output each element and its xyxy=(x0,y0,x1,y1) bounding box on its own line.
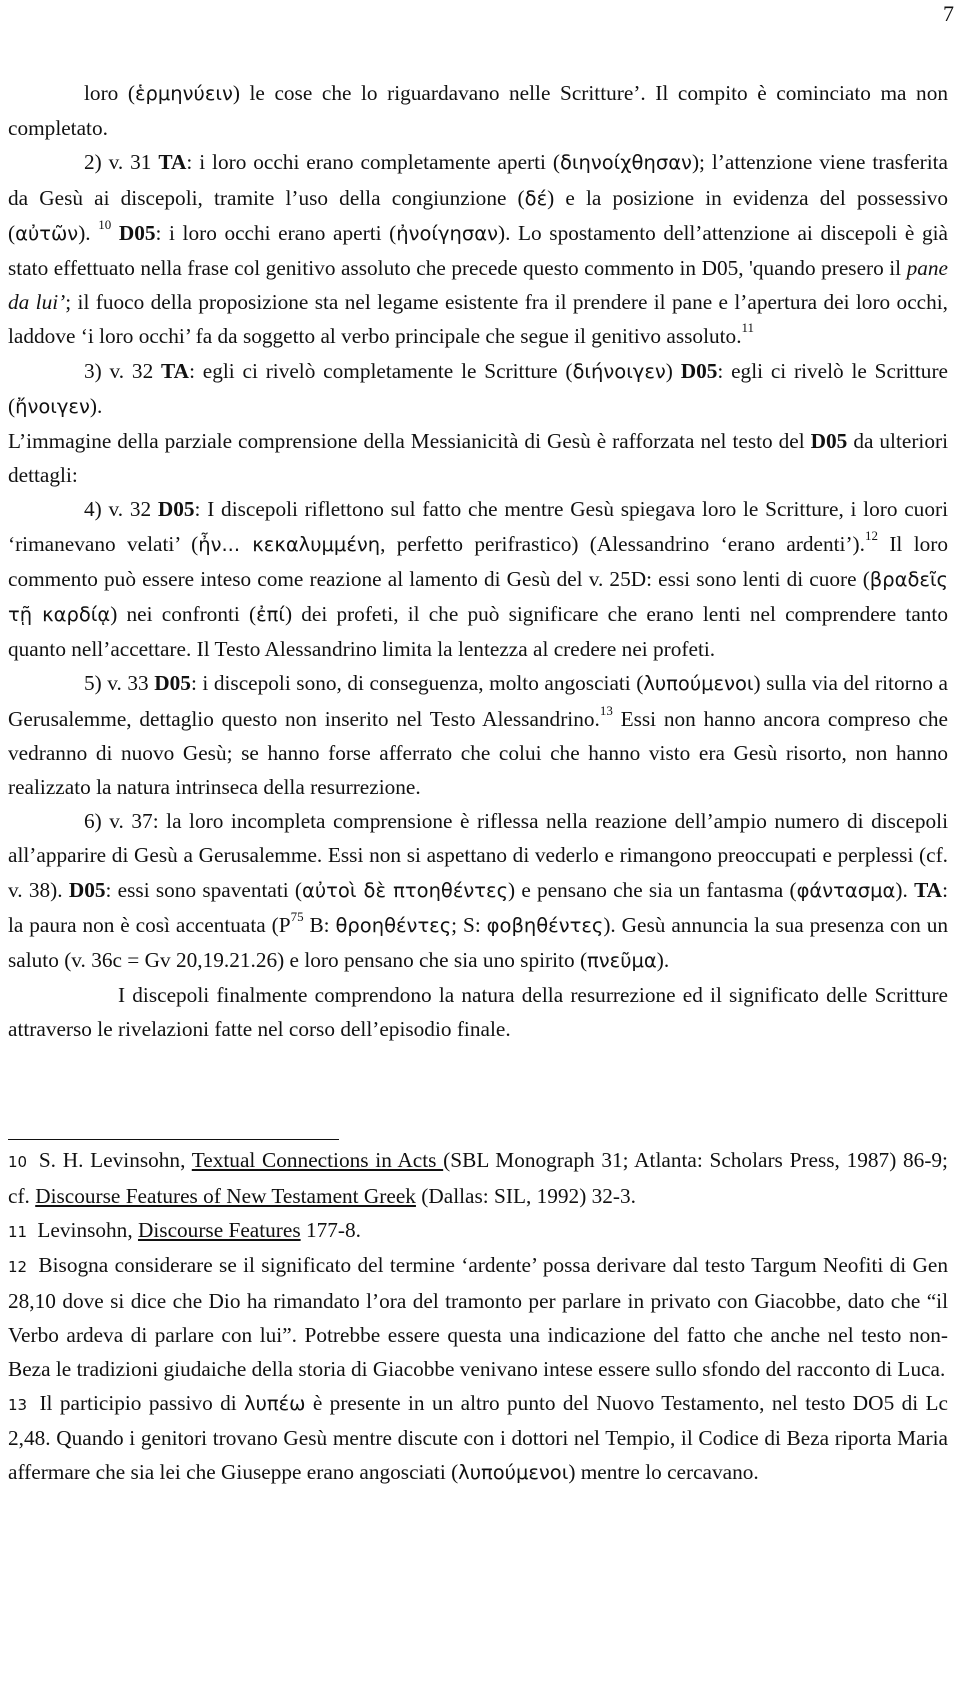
footnotes xyxy=(8,1144,948,1490)
footnote-separator xyxy=(8,1139,339,1140)
page-number: 7 xyxy=(943,1,954,26)
paragraph-8: I discepoli finalmente comprendono la natura della resurrezione ed il significato delle Scritture attraverso le rivelazioni fatte nel corso dell’episodio finale. xyxy=(8,983,948,1042)
footnote-12: 12 Bisogna considerare se il significato del termine ‘ardente’ possa derivare dal testo Targum Neofiti di Gen 28,10 dove si dice che Dio ha rimandato l’ora del tramonto per parlare in privato con Giacobbe, dato che “il Verbo ardeva di parlare con lui”. Potrebbe essere questa una indicazione del fatto che anche nel testo non-Beza le tradizioni giudaiche della storia di Giacobbe venivano intese essere sullo sfondo del racconto di Luca. xyxy=(8,1253,948,1381)
paragraph-3: 3) v. 32 TA: egli ci rivelò completamente le Scritture (διήνοιγεν) D05: egli ci rivelò le Scritture (ἤνοιγεν). xyxy=(8,358,948,418)
paragraph-7: 6) v. 37: la loro incompleta comprensione è riflessa nella reazione dell’ampio numero di discepoli all’apparire di Gesù a Gerusalemme. Essi non si aspettano di vederlo e rimangono preoccupati e perplessi (cf. v. 38). D05: essi sono spaventati (αὐτοὶ δὲ πτοηθέντες) e pensano che sia un fantasma (φάντασμα). TA: la paura non è così accentuata ($P^{75}$ B: θροηθέντες; S: φοβηθέντες). Gesù annuncia la sua presenza con un saluto (v. 36c = Gv 20,19.21.26) e loro pensano che sia uno spirito (πνεῦμα). xyxy=(8,809,948,973)
paragraph-5: 4) v. 32 D05: I discepoli riflettono sul fatto che mentre Gesù spiegava loro le Scritture, i loro cuori ‘rimanevano velati’ (ἦν... κεκαλυμμένη, perfetto perifrastico) (Alessandrino ‘erano ardenti’).$^{12}$ Il loro commento può essere inteso come reazione al lamento di Gesù del v. 25D: essi sono lenti di cuore (βραδεῖς τῇ καρδίᾳ) nei confronti (ἐπί) dei profeti, il che può significare che erano lenti nel comprendere tanto quanto nell’accettare. Il Testo Alessandrino limita la lentezza al credere nei profeti. xyxy=(8,497,948,662)
footnote-11: 11 Levinsohn, Discourse Features 177-8. xyxy=(8,1217,361,1242)
footnote-13: 13 Il participio passivo di λυπέω è presente in un altro punto del Nuovo Testamento, nel testo DO5 di Lc 2,48. Quando i genitori trovano Gesù mentre discute con i dottori nel Tempio, il Codice di Beza riporta Maria affermare che sia lei che Giuseppe erano angosciati (λυπούμενοι) mentre lo cercavano. xyxy=(8,1390,948,1485)
footnote-ref-12: 12 xyxy=(864,527,878,543)
footnote-10: 10 S. H. Levinsohn, Textual Connections in Acts (SBL Monograph 31; Atlanta: Scholars Press, 1987) 86-9; cf. Discourse Features of New Testament Greek (Dallas: SIL, 1992) 32-3. xyxy=(8,1148,948,1208)
paragraph-6: 5) v. 33 D05: i discepoli sono, di conseguenza, molto angosciati (λυπούμενοι) sulla via del ritorno a Gerusalemme, dettaglio questo non inserito nel Testo Alessandrino.$^{13}$ Essi non hanno ancora compreso che vedranno di nuovo Gesù; se hanno forse afferrato che colui che hanno visto era Gesù risorto, non hanno realizzato la natura intrinseca della resurrezione. xyxy=(8,671,948,800)
paragraph-4: L’immagine della parziale comprensione della Messianicità di Gesù è rafforzata nel testo del D05 da ulteriori dettagli: xyxy=(8,429,948,488)
paragraph-2: 2) v. 31 TA: i loro occhi erano completamente aperti (διηνοίχθησαν); l’attenzione viene trasferita da Gesù ai discepoli, tramite l’uso della congiunzione (δέ) e la posizione in evidenza del possessivo (αὐτῶν). $^{10}$ D05: i loro occhi erano aperti (ἠνοίγησαν). Lo spostamento dell’attenzione ai discepoli è già stato effettuato nella frase col genitivo assoluto che precede questo commento in D05, 'quando presero il pane da lui’; il fuoco della proposizione sta nel legame esistente fra il prendere il pane e l’apertura dei loro occhi, laddove ‘i loro occhi’ fa da soggetto al verbo principale che segue il genitivo assoluto.$^{11}$ xyxy=(8,150,948,349)
footnote-ref-10: 10 xyxy=(98,216,112,232)
paragraph-1: loro (ἑρμηνύειν) le cose che lo riguardavano nelle Scritture’. Il compito è cominciato ma non completato. xyxy=(8,81,948,141)
main-text xyxy=(8,76,948,1047)
footnote-ref-11: 11 xyxy=(741,320,755,336)
footnote-ref-13: 13 xyxy=(599,702,613,718)
